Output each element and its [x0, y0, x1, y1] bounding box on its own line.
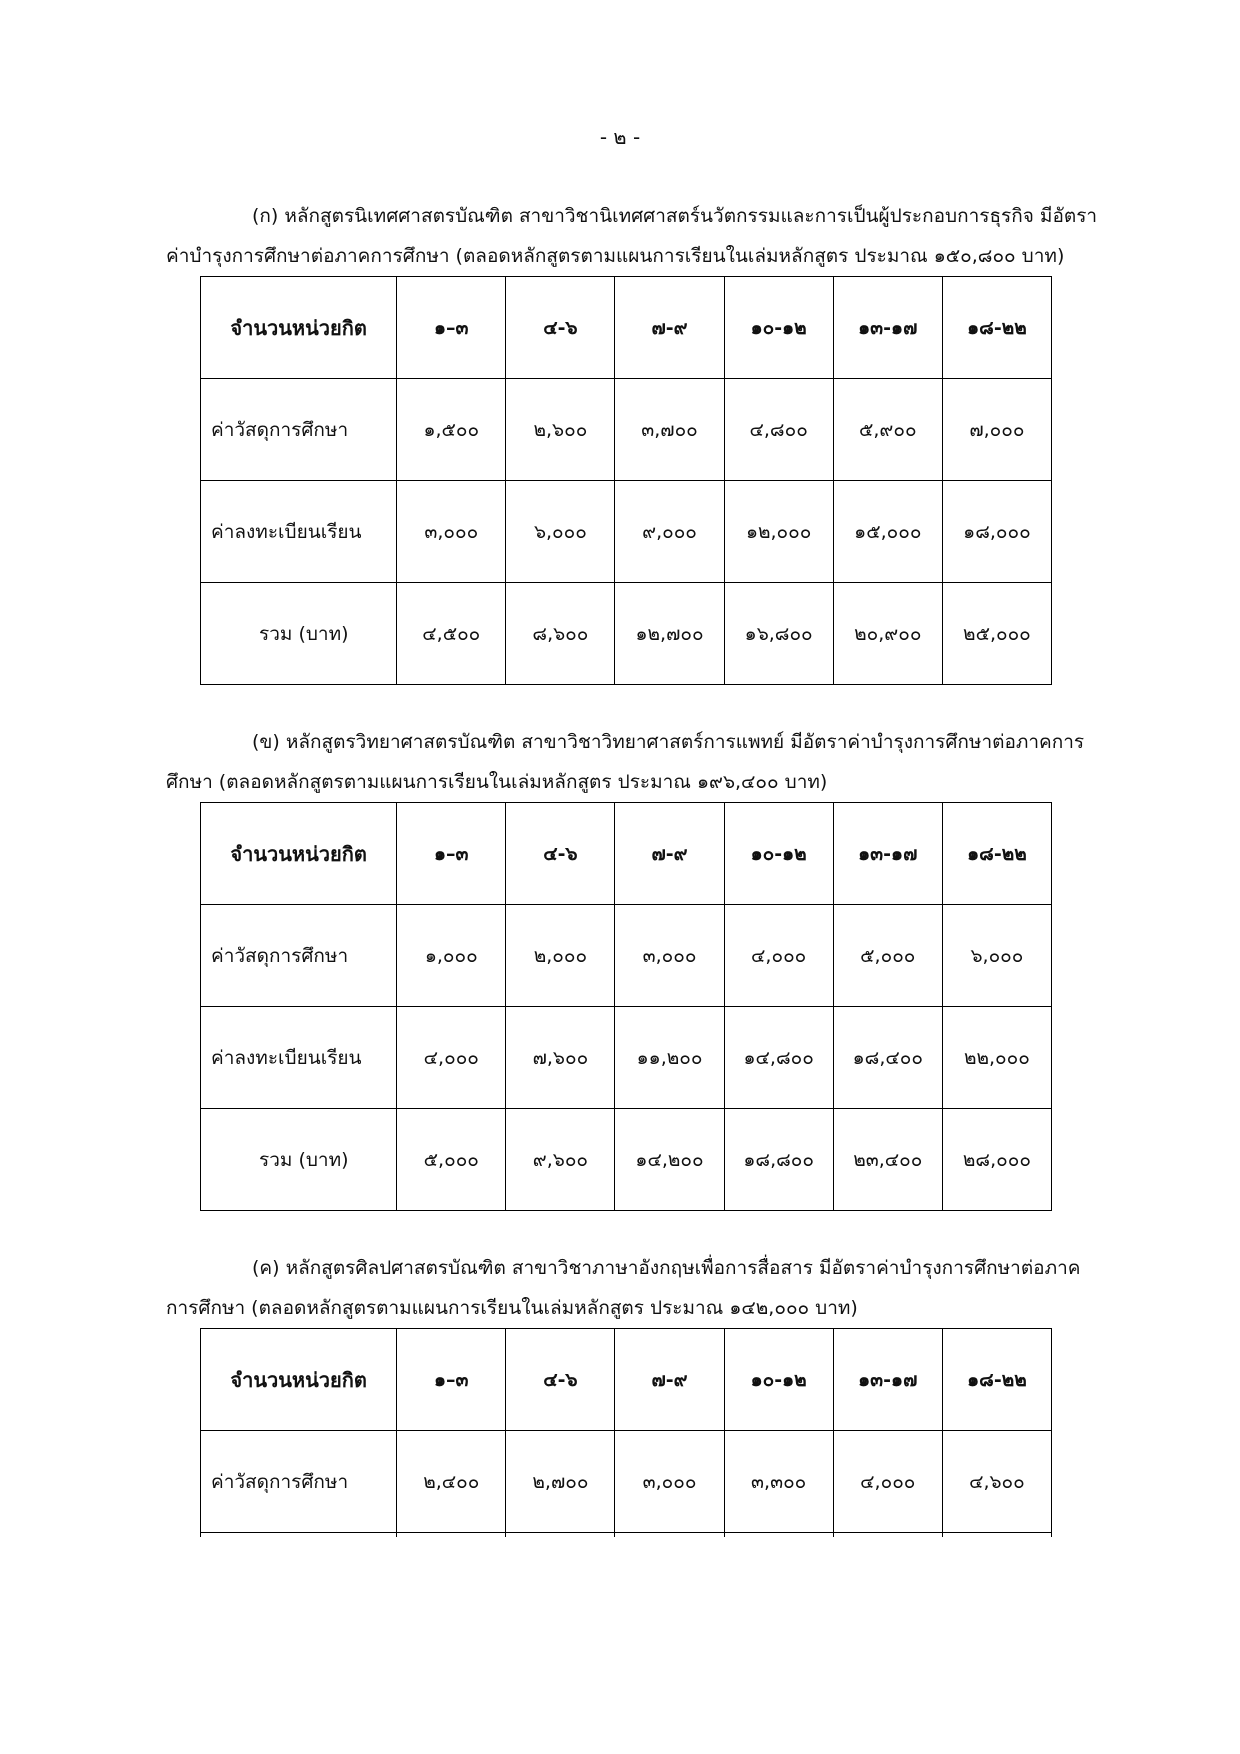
cell-value: ๑,๕๐๐: [397, 379, 506, 481]
header-range: ๗-๙: [615, 1329, 724, 1431]
row-label-total: รวม (บาท): [201, 583, 397, 685]
cell-value: ๓,๐๐๐: [397, 481, 506, 583]
cell-value: ๓,๓๐๐: [724, 1431, 833, 1533]
fee-table-a: [200, 276, 1052, 685]
header-range: ๔-๖: [506, 1329, 615, 1431]
header-credits: จำนวนหน่วยกิต: [201, 277, 397, 379]
cell-value: ๑๘,๔๐๐: [833, 1007, 942, 1109]
section-b-description: [166, 722, 1086, 802]
table-row-total: [201, 1109, 1052, 1211]
cell-value: ๒๐,๙๐๐: [833, 583, 942, 685]
section-c: [166, 1248, 1086, 1493]
fee-table-c: [200, 1328, 1052, 1537]
cell-value: ๔,๖๐๐: [942, 1431, 1051, 1533]
cell-value: ๕,๐๐๐: [397, 1109, 506, 1211]
header-range: ๑๐-๑๒: [724, 803, 833, 905]
section-c-line-1: (ค) หลักสูตรศิลปศาสตรบัณฑิต สาขาวิชาภาษาอังกฤษเพื่อการสื่อสาร มีอัตราค่าบำรุงการศึกษาต่อภาค: [252, 1257, 1081, 1279]
cell-value: ๓,๐๐๐: [615, 905, 724, 1007]
header-range: ๑๘-๒๒: [942, 277, 1051, 379]
header-range: ๑๘-๒๒: [942, 803, 1051, 905]
header-range: ๑๓-๑๗: [833, 1329, 942, 1431]
section-b-line-2: ศึกษา (ตลอดหลักสูตรตามแผนการเรียนในเล่มหลักสูตร ประมาณ ๑๙๖,๔๐๐ บาท): [166, 771, 828, 793]
table-row: [201, 1431, 1052, 1533]
table-row: [201, 905, 1052, 1007]
cell-value: ๒๒,๐๐๐: [942, 1007, 1051, 1109]
cell-value: ๑๕,๐๐๐: [833, 481, 942, 583]
header-credits: จำนวนหน่วยกิต: [201, 1329, 397, 1431]
header-range: ๑๓-๑๗: [833, 803, 942, 905]
continuation-cell: [506, 1533, 615, 1537]
cell-value: ๙,๐๐๐: [615, 481, 724, 583]
table-continuation-row: [201, 1533, 1052, 1537]
header-range: ๑–๓: [397, 277, 506, 379]
section-a-description: [166, 196, 1098, 276]
table-row: [201, 1007, 1052, 1109]
continuation-cell: [615, 1533, 724, 1537]
cell-value: ๓,๗๐๐: [615, 379, 724, 481]
cell-value: ๔,๘๐๐: [724, 379, 833, 481]
cell-value: ๓,๐๐๐: [615, 1431, 724, 1533]
cell-value: ๔,๐๐๐: [724, 905, 833, 1007]
row-label: ค่าวัสดุการศึกษา: [201, 379, 397, 481]
row-label-total: รวม (บาท): [201, 1109, 397, 1211]
cell-value: ๙,๖๐๐: [506, 1109, 615, 1211]
cell-value: ๒,๐๐๐: [506, 905, 615, 1007]
cell-value: ๑,๐๐๐: [397, 905, 506, 1007]
page-number: - ๒ -: [599, 125, 641, 149]
table-header-row: [201, 803, 1052, 905]
cell-value: ๑๒,๗๐๐: [615, 583, 724, 685]
cell-value: ๑๘,๐๐๐: [942, 481, 1051, 583]
cell-value: ๑๒,๐๐๐: [724, 481, 833, 583]
header-range: ๑๐-๑๒: [724, 277, 833, 379]
header-credits: จำนวนหน่วยกิต: [201, 803, 397, 905]
cell-value: ๑๔,๘๐๐: [724, 1007, 833, 1109]
section-c-line-2: การศึกษา (ตลอดหลักสูตรตามแผนการเรียนในเล่มหลักสูตร ประมาณ ๑๔๒,๐๐๐ บาท): [166, 1297, 858, 1319]
cell-value: ๑๑,๒๐๐: [615, 1007, 724, 1109]
table-row: [201, 481, 1052, 583]
table-header-row: [201, 1329, 1052, 1431]
cell-value: ๕,๐๐๐: [833, 905, 942, 1007]
continuation-cell: [833, 1533, 942, 1537]
row-label: ค่าวัสดุการศึกษา: [201, 1431, 397, 1533]
cell-value: ๑๘,๘๐๐: [724, 1109, 833, 1211]
cell-value: ๕,๙๐๐: [833, 379, 942, 481]
header-range: ๑๓-๑๗: [833, 277, 942, 379]
header-range: ๑๐-๑๒: [724, 1329, 833, 1431]
header-range: ๔-๖: [506, 803, 615, 905]
cell-value: ๒,๗๐๐: [506, 1431, 615, 1533]
cell-value: ๒,๖๐๐: [506, 379, 615, 481]
cell-value: ๒๘,๐๐๐: [942, 1109, 1051, 1211]
cell-value: ๔,๐๐๐: [397, 1007, 506, 1109]
cell-value: ๒๓,๔๐๐: [833, 1109, 942, 1211]
row-label: ค่าวัสดุการศึกษา: [201, 905, 397, 1007]
row-label: ค่าลงทะเบียนเรียน: [201, 481, 397, 583]
table-row: [201, 379, 1052, 481]
fee-table-b: [200, 802, 1052, 1211]
cell-value: ๑๔,๒๐๐: [615, 1109, 724, 1211]
row-label: ค่าลงทะเบียนเรียน: [201, 1007, 397, 1109]
cell-value: ๔,๐๐๐: [833, 1431, 942, 1533]
header-range: ๔-๖: [506, 277, 615, 379]
header-range: ๑๘-๒๒: [942, 1329, 1051, 1431]
table-row-total: [201, 583, 1052, 685]
cell-value: ๒,๔๐๐: [397, 1431, 506, 1533]
cell-value: ๗,๖๐๐: [506, 1007, 615, 1109]
continuation-cell: [942, 1533, 1051, 1537]
cell-value: ๘,๖๐๐: [506, 583, 615, 685]
continuation-cell: [397, 1533, 506, 1537]
section-a: [166, 196, 1098, 645]
continuation-cell: [201, 1533, 397, 1537]
header-range: ๑–๓: [397, 803, 506, 905]
header-range: ๗-๙: [615, 277, 724, 379]
cell-value: ๗,๐๐๐: [942, 379, 1051, 481]
table-header-row: [201, 277, 1052, 379]
section-a-line-1: (ก) หลักสูตรนิเทศศาสตรบัณฑิต สาขาวิชานิเทศศาสตร์นวัตกรรมและการเป็นผู้ประกอบการธุรกิจ มีอัตรา: [252, 205, 1098, 227]
cell-value: ๖,๐๐๐: [506, 481, 615, 583]
cell-value: ๑๖,๘๐๐: [724, 583, 833, 685]
section-c-description: [166, 1248, 1086, 1328]
cell-value: ๔,๕๐๐: [397, 583, 506, 685]
cell-value: ๒๕,๐๐๐: [942, 583, 1051, 685]
header-range: ๗-๙: [615, 803, 724, 905]
section-b-line-1: (ข) หลักสูตรวิทยาศาสตรบัณฑิต สาขาวิชาวิทยาศาสตร์การแพทย์ มีอัตราค่าบำรุงการศึกษาต่อภาคการ: [252, 731, 1085, 753]
cell-value: ๖,๐๐๐: [942, 905, 1051, 1007]
header-range: ๑–๓: [397, 1329, 506, 1431]
section-a-line-2: ค่าบำรุงการศึกษาต่อภาคการศึกษา (ตลอดหลักสูตรตามแผนการเรียนในเล่มหลักสูตร ประมาณ ๑๕๐,๘๐๐ บาท): [166, 245, 1065, 267]
section-b: [166, 722, 1086, 1171]
continuation-cell: [724, 1533, 833, 1537]
